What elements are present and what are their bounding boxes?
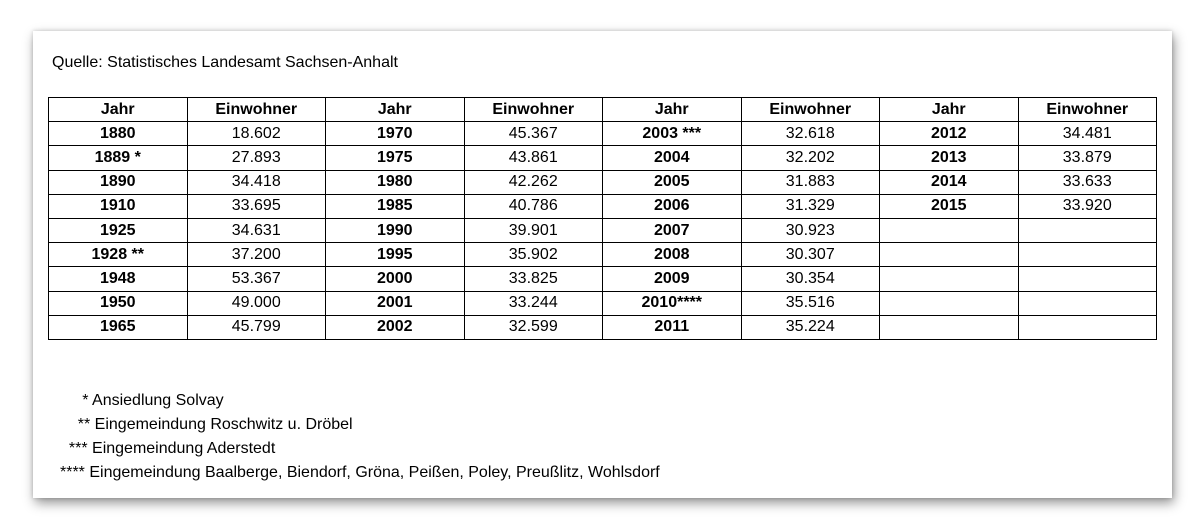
year-cell: 2015 <box>880 194 1019 218</box>
population-cell: 45.367 <box>464 122 603 146</box>
table-row <box>49 146 1157 170</box>
population-cell: 30.923 <box>741 218 880 242</box>
document-page <box>33 31 1172 498</box>
header-jahr: Jahr <box>880 98 1019 122</box>
year-cell <box>880 291 1019 315</box>
year-cell: 2009 <box>603 267 742 291</box>
population-cell: 33.920 <box>1018 194 1157 218</box>
table-row <box>49 122 1157 146</box>
year-cell: 2004 <box>603 146 742 170</box>
population-cell: 30.354 <box>741 267 880 291</box>
year-cell: 2008 <box>603 243 742 267</box>
population-cell: 33.695 <box>187 194 326 218</box>
population-cell: 35.516 <box>741 291 880 315</box>
population-cell: 27.893 <box>187 146 326 170</box>
population-cell: 53.367 <box>187 267 326 291</box>
year-cell: 2011 <box>603 315 742 339</box>
population-cell <box>1018 315 1157 339</box>
year-cell: 2006 <box>603 194 742 218</box>
year-cell <box>880 267 1019 291</box>
population-cell: 42.262 <box>464 170 603 194</box>
year-cell: 1980 <box>326 170 465 194</box>
year-cell: 2000 <box>326 267 465 291</box>
table-row <box>49 243 1157 267</box>
year-cell: 2005 <box>603 170 742 194</box>
year-cell: 1970 <box>326 122 465 146</box>
population-cell: 34.481 <box>1018 122 1157 146</box>
population-cell: 18.602 <box>187 122 326 146</box>
population-cell: 43.861 <box>464 146 603 170</box>
year-cell: 1928 ** <box>49 243 188 267</box>
population-cell: 39.901 <box>464 218 603 242</box>
footnotes <box>60 389 660 485</box>
year-cell: 1965 <box>49 315 188 339</box>
table-row <box>49 267 1157 291</box>
year-cell: 2007 <box>603 218 742 242</box>
footnote-solvay: * Ansiedlung Solvay <box>60 392 224 409</box>
population-cell <box>1018 291 1157 315</box>
population-cell: 34.418 <box>187 170 326 194</box>
year-cell: 2012 <box>880 122 1019 146</box>
population-cell: 33.633 <box>1018 170 1157 194</box>
table-row <box>49 291 1157 315</box>
population-cell: 32.599 <box>464 315 603 339</box>
footnote-roschwitz: ** Eingemeindung Roschwitz u. Dröbel <box>60 416 353 433</box>
population-cell <box>1018 243 1157 267</box>
population-cell: 34.631 <box>187 218 326 242</box>
population-cell: 40.786 <box>464 194 603 218</box>
population-cell: 31.883 <box>741 170 880 194</box>
year-cell: 2010**** <box>603 291 742 315</box>
population-cell: 32.202 <box>741 146 880 170</box>
population-cell <box>1018 218 1157 242</box>
year-cell: 1925 <box>49 218 188 242</box>
population-cell: 49.000 <box>187 291 326 315</box>
header-einwohner: Einwohner <box>464 98 603 122</box>
year-cell <box>880 218 1019 242</box>
population-cell: 33.825 <box>464 267 603 291</box>
header-einwohner: Einwohner <box>741 98 880 122</box>
year-cell: 1985 <box>326 194 465 218</box>
population-cell: 31.329 <box>741 194 880 218</box>
footnote-aderstedt: *** Eingemeindung Aderstedt <box>60 440 276 457</box>
source-line: Quelle: Statistisches Landesamt Sachsen-Anhalt <box>52 54 398 71</box>
year-cell: 1910 <box>49 194 188 218</box>
year-cell: 1890 <box>49 170 188 194</box>
table-row <box>49 194 1157 218</box>
header-jahr: Jahr <box>326 98 465 122</box>
table-row <box>49 315 1157 339</box>
footnote-baalberge: **** Eingemeindung Baalberge, Biendorf, Gröna, Peißen, Poley, Preußlitz, Wohlsdorf <box>60 464 660 481</box>
table-row <box>49 170 1157 194</box>
year-cell: 2003 *** <box>603 122 742 146</box>
population-table <box>48 97 1157 340</box>
year-cell <box>880 315 1019 339</box>
year-cell: 2001 <box>326 291 465 315</box>
year-cell: 1889 * <box>49 146 188 170</box>
population-cell <box>1018 267 1157 291</box>
year-cell: 1950 <box>49 291 188 315</box>
population-cell: 35.224 <box>741 315 880 339</box>
population-cell: 35.902 <box>464 243 603 267</box>
year-cell: 2013 <box>880 146 1019 170</box>
population-cell: 33.879 <box>1018 146 1157 170</box>
population-cell: 30.307 <box>741 243 880 267</box>
year-cell: 1975 <box>326 146 465 170</box>
population-cell: 32.618 <box>741 122 880 146</box>
header-jahr: Jahr <box>603 98 742 122</box>
header-jahr: Jahr <box>49 98 188 122</box>
year-cell: 1990 <box>326 218 465 242</box>
header-einwohner: Einwohner <box>1018 98 1157 122</box>
population-cell: 45.799 <box>187 315 326 339</box>
year-cell <box>880 243 1019 267</box>
table-row <box>49 218 1157 242</box>
header-einwohner: Einwohner <box>187 98 326 122</box>
year-cell: 2002 <box>326 315 465 339</box>
population-cell: 33.244 <box>464 291 603 315</box>
year-cell: 1995 <box>326 243 465 267</box>
year-cell: 2014 <box>880 170 1019 194</box>
population-cell: 37.200 <box>187 243 326 267</box>
year-cell: 1880 <box>49 122 188 146</box>
table-header-row <box>49 98 1157 122</box>
year-cell: 1948 <box>49 267 188 291</box>
